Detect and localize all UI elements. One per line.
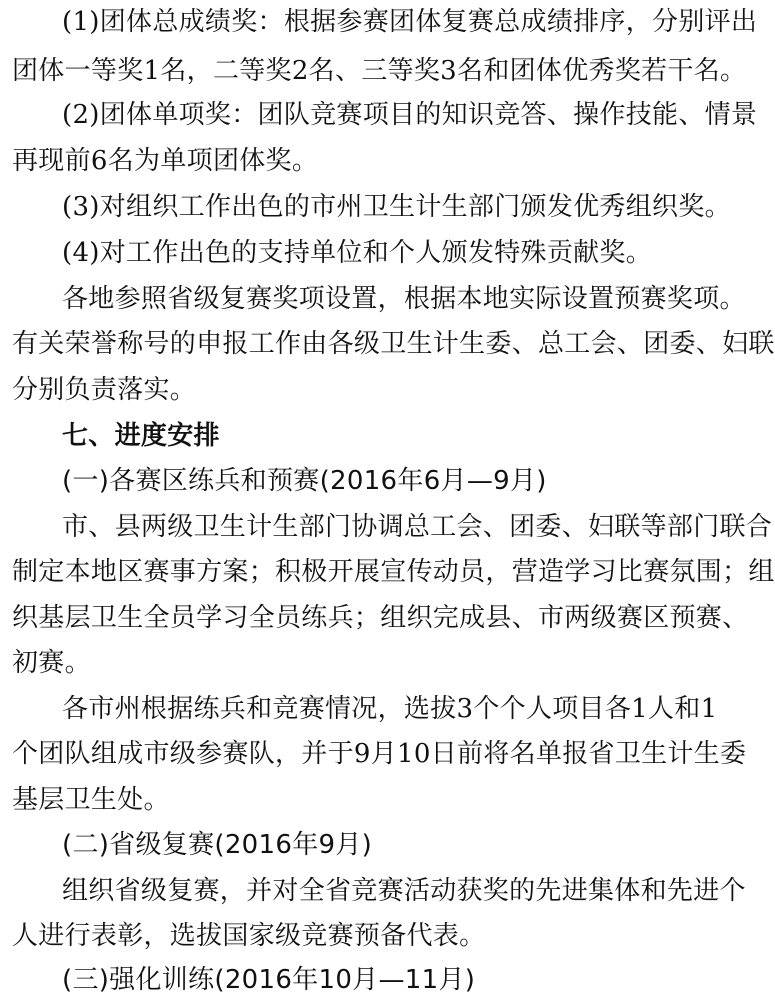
preliminary-body-line-1: 市、县两级卫生计生部门协调总工会、团委、妇联等部门联合 [62,512,773,542]
preliminary-body-line-4: 初赛。 [12,648,91,678]
award-organization-line: (3)对组织工作出色的市州卫生计生部门颁发优秀组织奖。 [62,192,731,222]
selection-body-line-1: 各市州根据练兵和竞赛情况，选拔3个个人项目各1人和1 [62,694,718,724]
preliminary-body-line-3: 织基层卫生全员学习全员练兵；组织完成县、市两级赛区预赛、 [12,603,749,633]
selection-body-line-3: 基层卫生处。 [12,785,170,815]
provincial-body-line-2: 人进行表彰，选拔国家级竞赛预备代表。 [12,921,486,951]
subheading-provincial: (二)省级复赛(2016年9月) [62,830,373,860]
award-team-total-line-2: 团体一等奖1名，二等奖2名、三等奖3名和团体优秀奖若干名。 [12,56,747,86]
provincial-body-line-1: 组织省级复赛，并对全省竞赛活动获奖的先进集体和先进个 [62,876,746,906]
award-team-single-line-2: 再现前6名为单项团体奖。 [12,146,319,176]
award-special-contribution-line: (4)对工作出色的支持单位和个人颁发特殊贡献奖。 [62,238,653,268]
subheading-preliminary: (一)各赛区练兵和预赛(2016年6月—9月) [62,466,547,496]
local-award-setting-line-2: 有关荣誉称号的申报工作由各级卫生计生委、总工会、团委、妇联 [12,329,775,359]
subheading-training: (三)强化训练(2016年10月—11月) [62,965,476,995]
selection-body-line-2: 个团队组成市级参赛队，并于9月10日前将名单报省卫生计生委 [12,739,747,769]
section-heading-schedule: 七、进度安排 [62,421,220,451]
award-team-single-line-1: (2)团体单项奖：团队竞赛项目的知识竞答、操作技能、情景 [62,100,758,130]
award-team-total-line-1: (1)团体总成绩奖：根据参赛团体复赛总成绩排序，分别评出 [62,7,758,37]
local-award-setting-line-1: 各地参照省级复赛奖项设置，根据本地实际设置预赛奖项。 [62,284,746,314]
local-award-setting-line-3: 分别负责落实。 [12,375,197,405]
preliminary-body-line-2: 制定本地区赛事方案；积极开展宣传动员，营造学习比赛氛围；组 [12,557,775,587]
